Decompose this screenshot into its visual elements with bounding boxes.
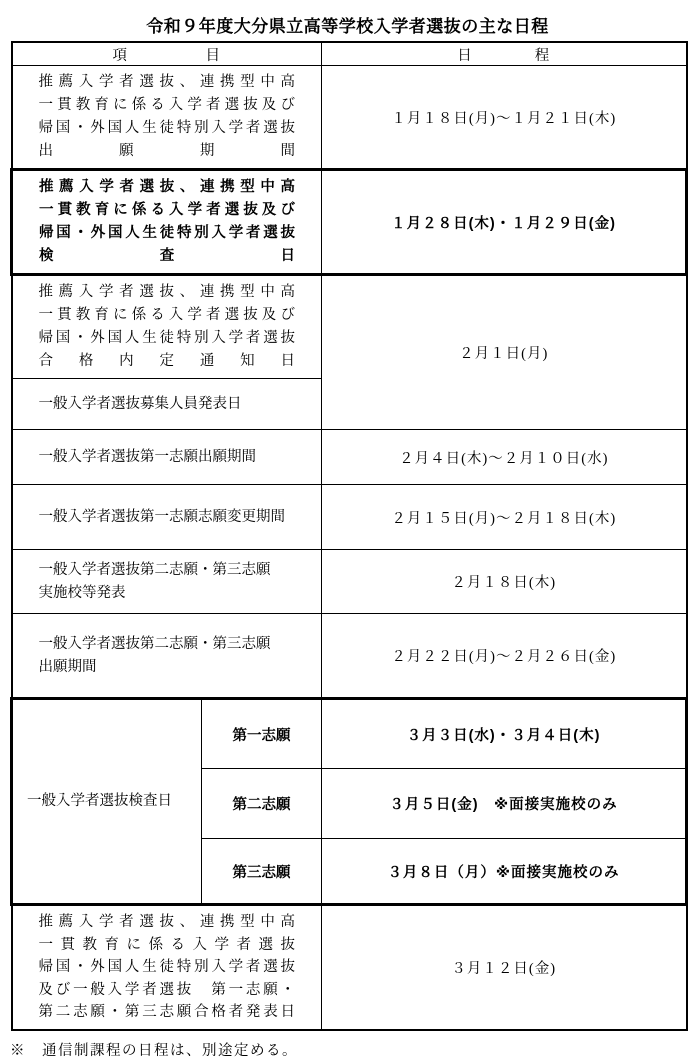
table-row: [12, 275, 687, 379]
item-line: 第二志願・第三志願合格者発表日: [38, 1004, 295, 1020]
item-line: 出 願 期 間: [38, 143, 295, 159]
exam-day-row-first-choice: [12, 699, 687, 769]
table-row: [12, 66, 687, 170]
item-line: 及び一般入学者選抜 第一志願・: [38, 981, 295, 998]
item-line: 帰国・外国人生徒特別入学者選抜: [38, 120, 295, 136]
row-date-cell: １月２８日(木)・１月２９日(金): [322, 170, 687, 275]
item-line: 推薦入学者選抜、連携型中高: [39, 179, 295, 195]
item-line: 検 査 日: [39, 248, 295, 264]
item-line: 一般入学者選抜第二志願・第三志願: [38, 561, 271, 578]
item-line: 推薦入学者選抜、連携型中高: [38, 74, 295, 90]
row-date-cell: ２月４日(木)～２月１０日(水): [322, 430, 687, 485]
exam-date-cell: ３月８日（月）※面接実施校のみ: [322, 839, 687, 905]
item-line: 実施校等発表: [38, 584, 126, 601]
item-line: 一貫教育に係る入学者選抜: [38, 936, 295, 953]
row-date-cell: ２月１８日(木): [322, 550, 687, 614]
exam-sub-label-cell: 第二志願: [202, 769, 322, 839]
table-row: [12, 485, 687, 550]
table-row-emphasized: [12, 170, 687, 275]
exam-date-cell: ３月３日(水)・３月４日(木): [322, 699, 687, 769]
row-date-cell: ２月２２日(月)～２月２６日(金): [322, 614, 687, 699]
item-line: 一般入学者選抜第一志願出願期間: [38, 448, 256, 465]
row-item-cell: [12, 430, 322, 485]
item-line: 一貫教育に係る入学者選抜及び: [38, 307, 295, 323]
document-title: 令和９年度大分県立高等学校入学者選抜の主な日程: [146, 17, 549, 36]
table-row: [12, 550, 687, 614]
row-item-cell: [12, 550, 322, 614]
table-row: [12, 614, 687, 699]
header-schedule-cell: 日 程: [322, 42, 687, 66]
table-row: [12, 430, 687, 485]
footnote: ※ 通信制課程の日程は、別途定める。: [10, 1042, 298, 1059]
item-line: 推薦入学者選抜、連携型中高: [38, 914, 295, 930]
item-line: 推薦入学者選抜、連携型中高: [38, 284, 295, 300]
row-item-cell: [12, 905, 322, 1030]
row-item-cell: [12, 275, 322, 379]
header-item-cell: 項 目: [12, 42, 322, 66]
item-line: 帰国・外国人生徒特別入学者選抜: [38, 959, 295, 975]
table-row: [12, 905, 687, 1030]
schedule-table: [10, 41, 688, 1031]
row-item-cell: [12, 614, 322, 699]
item-line: 合 格 内 定 通 知 日: [38, 353, 295, 369]
row-item-cell: [12, 66, 322, 170]
item-line: 一般入学者選抜第一志願志願変更期間: [38, 508, 285, 525]
exam-date-cell: ３月５日(金) ※面接実施校のみ: [322, 769, 687, 839]
row-date-cell: １月１８日(月)～１月２１日(木): [322, 66, 687, 170]
item-line: 出願期間: [38, 658, 97, 675]
row-item-cell: [12, 379, 322, 430]
exam-day-label-cell: [12, 699, 202, 905]
row-date-cell: ３月１２日(金): [322, 905, 687, 1030]
exam-sub-label-cell: 第一志願: [202, 699, 322, 769]
item-line: 一般入学者選抜第二志願・第三志願: [38, 635, 271, 652]
exam-sub-label-cell: 第三志願: [202, 839, 322, 905]
table-header-row: [12, 42, 687, 66]
item-line: 帰国・外国人生徒特別入学者選抜: [39, 225, 295, 241]
item-line: 一般入学者選抜募集人員発表日: [38, 395, 242, 412]
item-line: 一貫教育に係る入学者選抜及び: [38, 97, 295, 113]
item-line: 一般入学者選抜検査日: [27, 793, 172, 809]
row-item-cell: [12, 485, 322, 550]
row-date-cell: ２月１日(月): [322, 275, 687, 430]
item-line: 一貫教育に係る入学者選抜及び: [39, 202, 295, 218]
row-date-cell: ２月１５日(月)～２月１８日(木): [322, 485, 687, 550]
row-item-cell: [12, 170, 322, 275]
item-line: 帰国・外国人生徒特別入学者選抜: [38, 330, 295, 346]
